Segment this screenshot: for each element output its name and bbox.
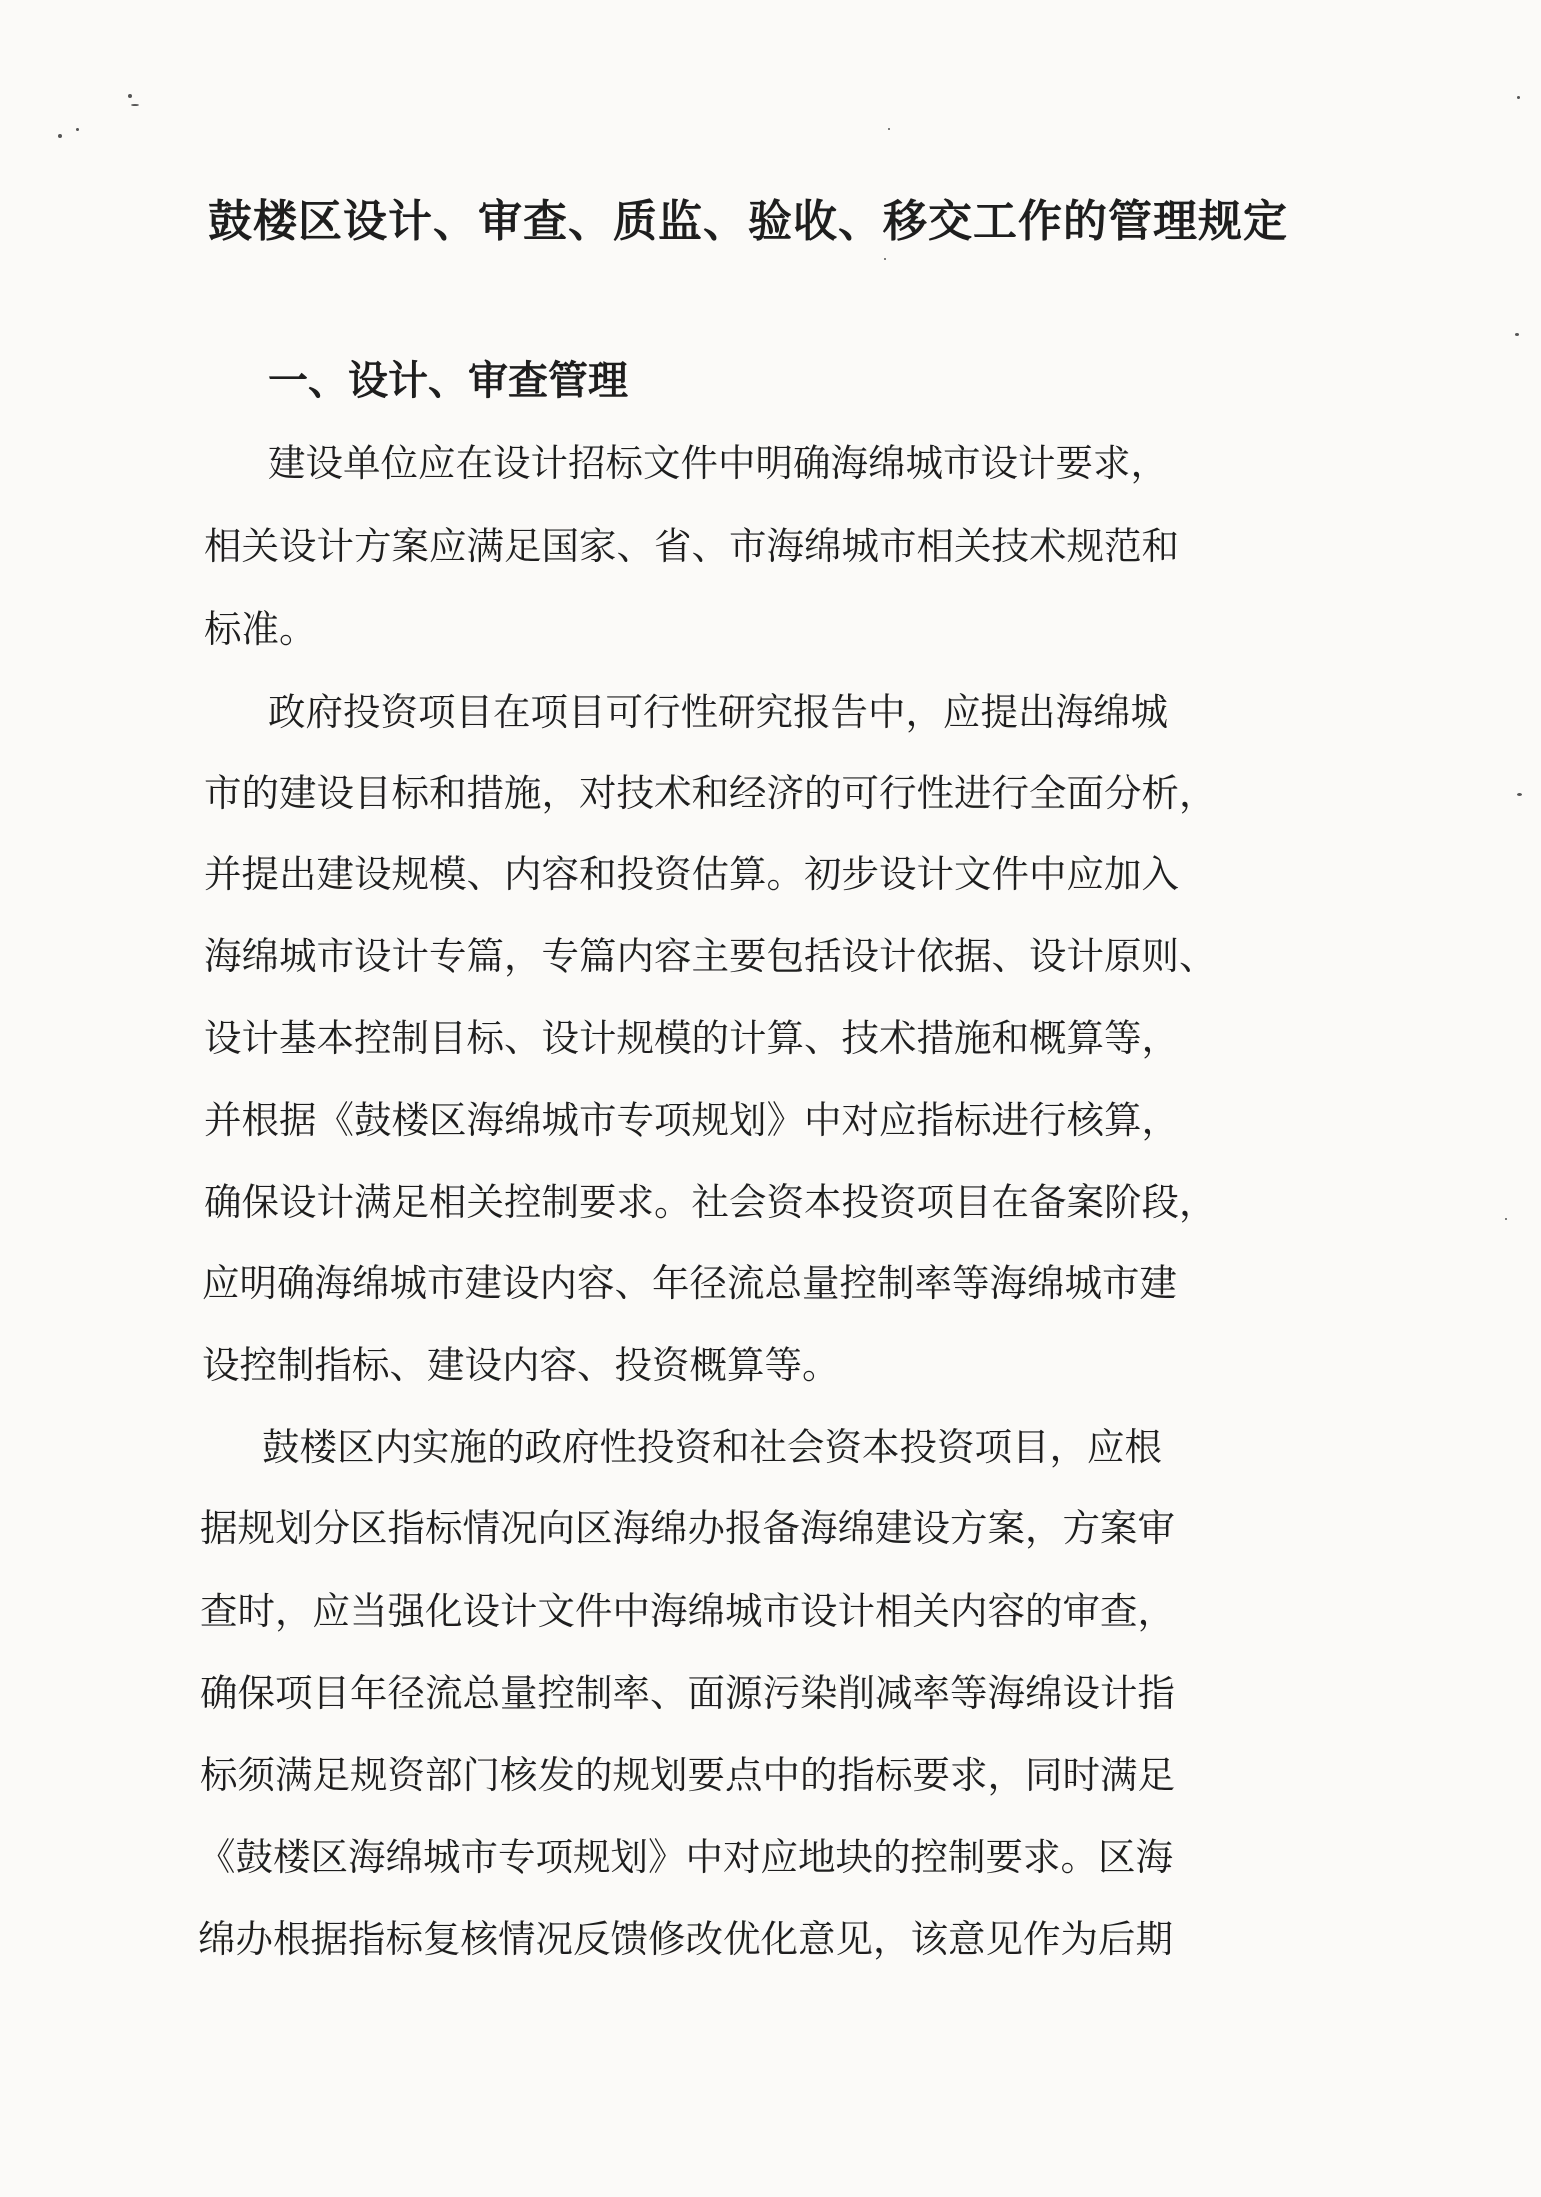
scan-speck — [1517, 96, 1520, 99]
paragraph-line: 《鼓楼区海绵城市专项规划》中对应地块的控制要求。区海 — [198, 1835, 1173, 1879]
scan-speck — [76, 128, 79, 131]
paragraph-line: 应明确海绵城市建设内容、年径流总量控制率等海绵城市建 — [202, 1261, 1177, 1305]
paragraph-line: 并根据《鼓楼区海绵城市专项规划》中对应指标进行核算， — [204, 1098, 1179, 1142]
scan-speck — [128, 94, 132, 98]
paragraph-line: 标准。 — [204, 607, 317, 651]
scan-speck — [1515, 333, 1519, 336]
scan-speck — [131, 104, 139, 106]
paragraph-line: 相关设计方案应满足国家、省、市海绵城市相关技术规范和 — [204, 524, 1179, 568]
section-heading: 一、设计、审查管理 — [268, 358, 628, 404]
paragraph-line: 设计基本控制目标、设计规模的计算、技术措施和概算等， — [204, 1016, 1179, 1060]
scan-speck — [1505, 1218, 1507, 1220]
paragraph-line: 据规划分区指标情况向区海绵办报备海绵建设方案，方案审 — [200, 1506, 1175, 1550]
paragraph-line: 确保项目年径流总量控制率、面源污染削减率等海绵设计指 — [200, 1671, 1175, 1715]
paragraph-line: 海绵城市设计专篇，专篇内容主要包括设计依据、设计原则、 — [204, 934, 1217, 978]
paragraph-line: 设控制指标、建设内容、投资概算等。 — [202, 1343, 840, 1387]
scan-speck — [884, 258, 886, 260]
paragraph-line: 并提出建设规模、内容和投资估算。初步设计文件中应加入 — [204, 852, 1179, 896]
document-title: 鼓楼区设计、审查、质监、验收、移交工作的管理规定 — [208, 196, 1288, 247]
scan-speck — [1517, 793, 1522, 796]
scan-speck — [888, 128, 890, 130]
scan-speck — [58, 134, 62, 138]
paragraph-line: 查时，应当强化设计文件中海绵城市设计相关内容的审查， — [200, 1589, 1175, 1633]
paragraph-line: 绵办根据指标复核情况反馈修改优化意见，该意见作为后期 — [198, 1917, 1173, 1961]
paragraph-line: 政府投资项目在项目可行性研究报告中，应提出海绵城 — [268, 690, 1168, 734]
paragraph-line: 标须满足规资部门核发的规划要点中的指标要求，同时满足 — [200, 1753, 1175, 1797]
paragraph-line: 市的建设目标和措施，对技术和经济的可行性进行全面分析， — [204, 771, 1217, 815]
paragraph-line: 确保设计满足相关控制要求。社会资本投资项目在备案阶段， — [204, 1180, 1217, 1224]
paragraph-line: 建设单位应在设计招标文件中明确海绵城市设计要求， — [268, 441, 1168, 485]
paragraph-line: 鼓楼区内实施的政府性投资和社会资本投资项目，应根 — [262, 1425, 1162, 1469]
